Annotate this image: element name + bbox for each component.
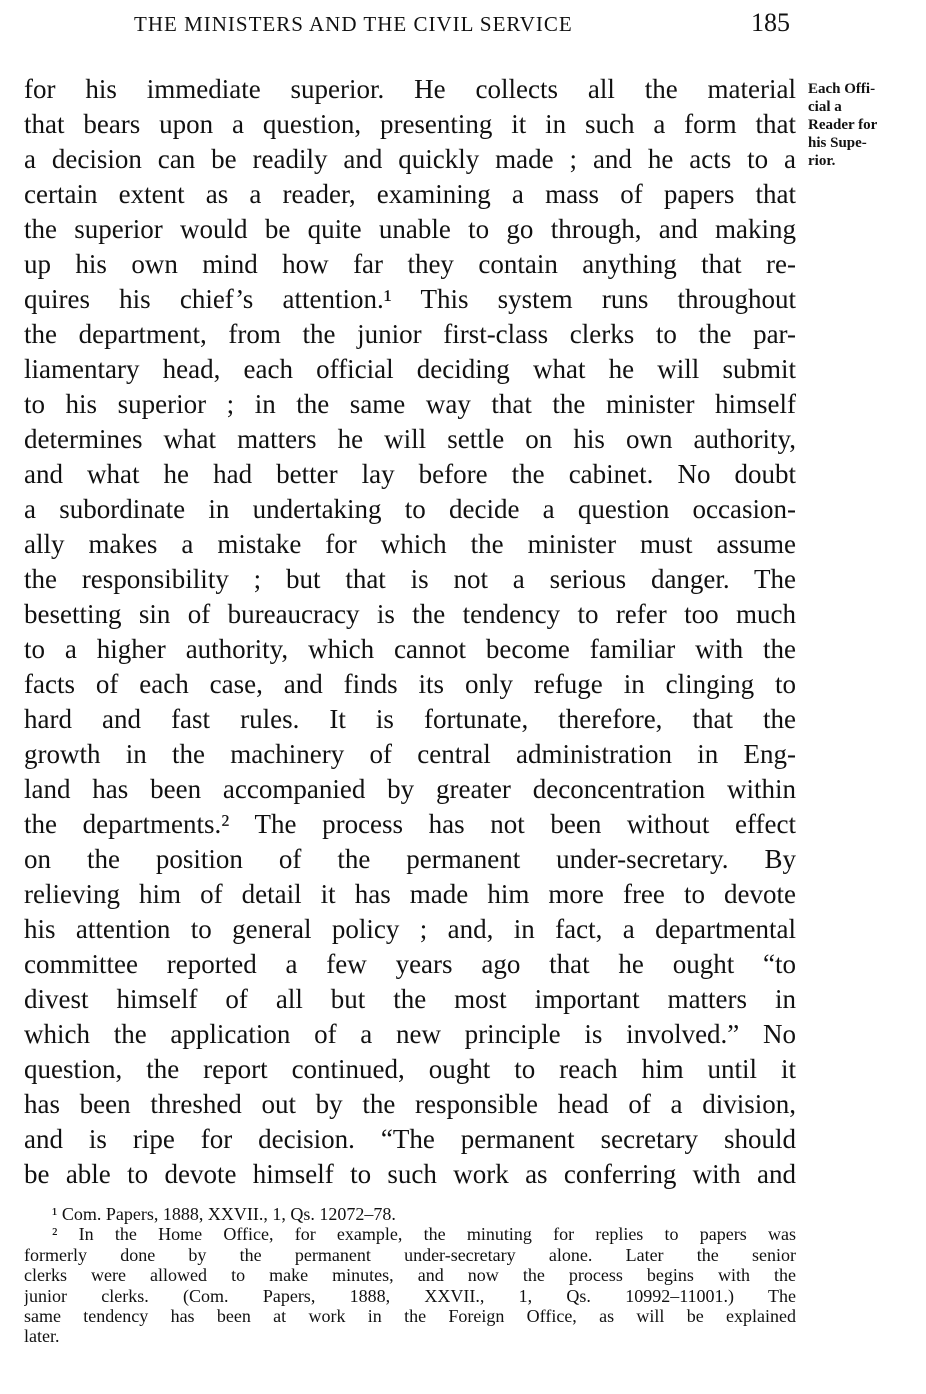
body-line: that bears upon a question, presenting it in such a form that [24, 109, 796, 139]
sidenote-line: Reader for [808, 117, 878, 133]
footnote-2-line: same tendency has been at work in the Foreign Office, as will be explained [24, 1305, 796, 1326]
margin-sidenote [808, 80, 920, 170]
body-line: the department, from the junior first-class clerks to the par- [24, 319, 796, 349]
body-line: certain extent as a reader, examining a mass of papers that [24, 179, 796, 209]
sidenote-line: his Supe- [808, 135, 867, 151]
body-line: up his own mind how far they contain anything that re- [24, 249, 796, 279]
body-line: the superior would be quite unable to go through, and making [24, 214, 796, 244]
body-line: determines what matters he will settle on his own authority, [24, 424, 796, 454]
body-line: be able to devote himself to such work as conferring with and [24, 1159, 796, 1189]
footnote-2-line: clerks were allowed to make minutes, and now the process begins with the [24, 1265, 796, 1286]
footnote-2-line: later. [24, 1326, 60, 1347]
footnote-2-line: junior clerks. (Com. Papers, 1888, XXVII., 1, Qs. 10992–11001.) The [24, 1285, 796, 1306]
page-number: 185 [751, 8, 790, 37]
body-line: the departments.² The process has not been without effect [24, 809, 796, 839]
body-line: ally makes a mistake for which the minister must assume [24, 529, 796, 559]
body-line: and is ripe for decision. “The permanent secretary should [24, 1124, 796, 1154]
body-line: divest himself of all but the most important matters in [24, 984, 796, 1014]
body-line: for his immediate superior. He collects all the material [24, 74, 796, 104]
body-line: hard and fast rules. It is fortunate, therefore, that the [24, 704, 796, 734]
body-line: the responsibility ; but that is not a serious danger. The [24, 564, 796, 594]
body-line: a decision can be readily and quickly made ; and he acts to a [24, 144, 796, 174]
body-line: liamentary head, each official deciding what he will submit [24, 354, 796, 384]
body-line: quires his chief’s attention.¹ This system runs throughout [24, 284, 796, 314]
body-line: a subordinate in undertaking to decide a question occasion- [24, 494, 796, 524]
body-line: facts of each case, and finds its only refuge in clinging to [24, 669, 796, 699]
footnote-2-line: formerly done by the permanent under-secretary alone. Later the senior [24, 1244, 796, 1265]
body-line: besetting sin of bureaucracy is the tendency to refer too much [24, 599, 796, 629]
footnote-1: ¹ Com. Papers, 1888, XXVII., 1, Qs. 12072–78. [52, 1204, 396, 1224]
body-line: to a higher authority, which cannot become familiar with the [24, 634, 796, 664]
body-line: which the application of a new principle is involved.” No [24, 1019, 796, 1049]
body-line: and what he had better lay before the cabinet. No doubt [24, 459, 796, 489]
footnotes [24, 1204, 796, 1347]
body-text [24, 72, 796, 1192]
body-line: his attention to general policy ; and, in fact, a departmental [24, 914, 796, 944]
body-line: committee reported a few years ago that he ought “to [24, 949, 796, 979]
body-line: relieving him of detail it has made him more free to devote [24, 879, 796, 909]
body-line: to his superior ; in the same way that the minister himself [24, 389, 796, 419]
sidenote-line: rior. [808, 153, 836, 169]
body-line: land has been accompanied by greater deconcentration within [24, 774, 796, 804]
body-line: on the position of the permanent under-secretary. By [24, 844, 796, 874]
body-line: has been threshed out by the responsible head of a division, [24, 1089, 796, 1119]
body-line: growth in the machinery of central administration in Eng- [24, 739, 796, 769]
body-line: question, the report continued, ought to reach him until it [24, 1054, 796, 1084]
running-head: THE MINISTERS AND THE CIVIL SERVICE [134, 12, 573, 36]
page-header [24, 8, 796, 40]
sidenote-line: cial a [808, 99, 842, 115]
footnote-2-line: ² In the Home Office, for example, the minuting for replies to papers was [52, 1224, 796, 1245]
sidenote-line: Each Offi- [808, 81, 876, 97]
